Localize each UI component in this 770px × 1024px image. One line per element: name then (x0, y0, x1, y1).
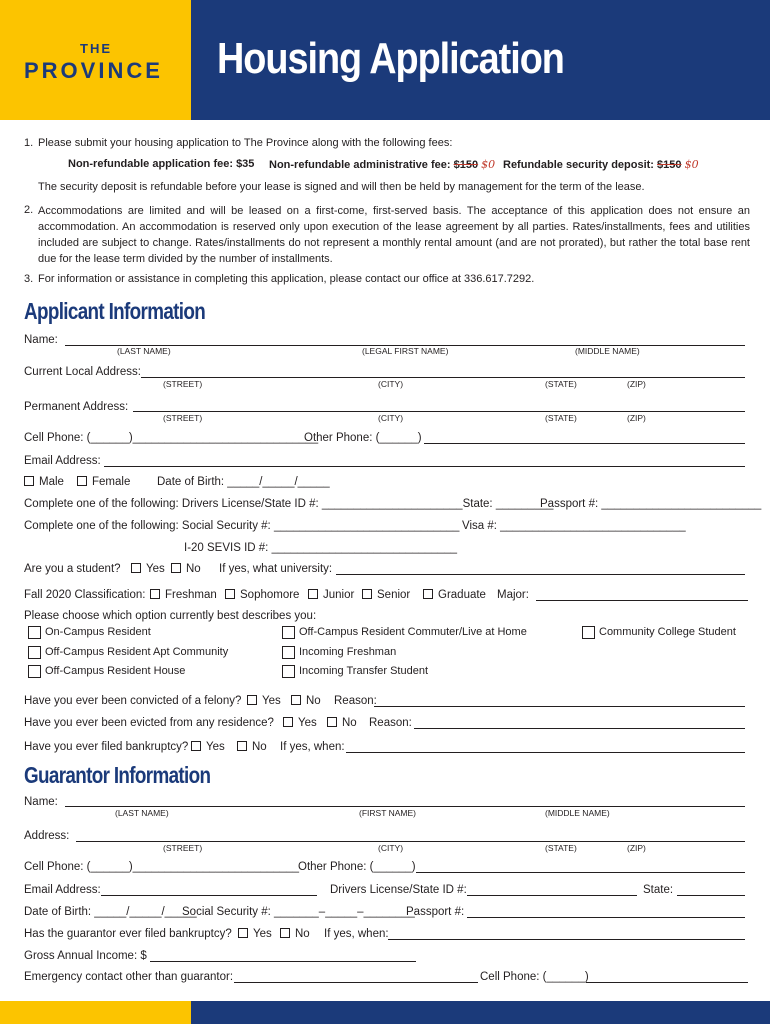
passport-field[interactable]: Passport #: _________________________ (540, 498, 762, 510)
evicted-label: Have you ever been evicted from any residence? (24, 717, 274, 729)
guarantor-passport-field[interactable] (467, 917, 745, 918)
visa-field[interactable]: Visa #: _____________________________ (462, 520, 686, 532)
fee-deposit-label: Refundable security deposit: (503, 159, 654, 171)
permanent-address-label: Permanent Address: (24, 401, 129, 413)
major-field[interactable] (536, 600, 748, 601)
no-label: No (342, 717, 357, 729)
guarantor-bankrupt-label: Has the guarantor ever filed bankruptcy? (24, 928, 232, 940)
fee-deposit (503, 158, 699, 171)
guarantor-bankrupt-no[interactable] (280, 928, 310, 940)
guarantor-email-label: Email Address: (24, 884, 101, 896)
evicted-reason-field[interactable] (414, 728, 745, 729)
option-checkbox[interactable] (282, 626, 295, 639)
guarantor-no-checkbox[interactable] (280, 928, 290, 938)
option-label: Incoming Freshman (299, 646, 397, 658)
street-caption: (STREET) (163, 413, 203, 423)
guarantor-address-label: Address: (24, 830, 70, 842)
middle-name-caption: (MIDDLE NAME) (575, 346, 640, 356)
yes-label: Yes (146, 563, 165, 575)
other-phone-label: Other Phone: (______) (304, 432, 422, 444)
other-phone-field[interactable] (424, 443, 745, 444)
state-caption: (STATE) (545, 413, 577, 423)
zip-caption: (ZIP) (627, 843, 646, 853)
instruction-3: For information or assistance in completing this application, please contact our office at 336.617.7292. (38, 273, 535, 285)
city-caption: (CITY) (378, 379, 404, 389)
zip-caption: (ZIP) (627, 413, 646, 423)
bankrupt-when-label: If yes, when: (280, 741, 345, 753)
logo-province: PROVINCE (24, 58, 163, 83)
felony-reason-label: Reason: (334, 695, 377, 707)
guarantor-state-label: State: (643, 884, 674, 896)
guarantor-dl-field[interactable] (467, 895, 637, 896)
guarantor-dob-field[interactable]: Date of Birth: _____/_____/_____ (24, 906, 197, 918)
yes-label: Yes (253, 928, 272, 940)
city-caption: (CITY) (378, 843, 404, 853)
felony-yes[interactable] (247, 695, 281, 707)
evicted-reason-label: Reason: (369, 717, 412, 729)
senior-label: Senior (377, 589, 411, 601)
student-label: Are you a student? (24, 563, 121, 575)
cell-phone-field[interactable]: Cell Phone: (______)_____________________________ (24, 432, 319, 444)
logo-the: THE (80, 41, 112, 56)
evicted-no-checkbox[interactable] (327, 717, 337, 727)
evicted-yes[interactable] (283, 717, 317, 729)
graduate-label: Graduate (438, 589, 486, 601)
guarantor-other-phone-label: Other Phone: (______) (298, 861, 416, 873)
fee-admin-new: $0 (481, 158, 496, 171)
guarantor-when-label: If yes, when: (324, 928, 389, 940)
option-prompt: Please choose which option currently best describes you: (24, 610, 317, 622)
page-title: Housing Application (217, 34, 564, 83)
guarantor-address-field[interactable] (76, 841, 745, 842)
dob-field[interactable]: Date of Birth: _____/_____/_____ (157, 476, 330, 488)
no-label: No (252, 741, 267, 753)
guarantor-passport-label: Passport #: (406, 906, 465, 918)
bankrupt-label: Have you ever filed bankruptcy? (24, 741, 189, 753)
class-graduate[interactable] (423, 589, 486, 601)
guarantor-yes-checkbox[interactable] (238, 928, 248, 938)
guarantor-name-field[interactable] (65, 806, 745, 807)
footer-navy-bar (191, 1001, 770, 1024)
major-label: Major: (497, 589, 529, 601)
evicted-yes-checkbox[interactable] (283, 717, 293, 727)
bankrupt-no[interactable] (237, 741, 267, 753)
classification-label: Fall 2020 Classification: (24, 589, 146, 601)
first-name-caption: (LEGAL FIRST NAME) (362, 346, 449, 356)
guarantor-other-phone-field[interactable] (416, 872, 745, 873)
bankrupt-yes-checkbox[interactable] (191, 741, 201, 751)
class-freshman[interactable] (150, 589, 217, 601)
sophomore-label: Sophomore (240, 589, 300, 601)
gender-female[interactable] (77, 476, 130, 488)
email-field[interactable] (104, 466, 745, 467)
freshman-checkbox[interactable] (150, 589, 160, 599)
last-name-caption: (LAST NAME) (115, 808, 169, 818)
item-number: 1. (24, 137, 34, 149)
student-yes[interactable] (131, 563, 165, 575)
guarantor-when-field[interactable] (388, 939, 745, 940)
student-no-checkbox[interactable] (171, 563, 181, 573)
permanent-address-field[interactable] (133, 411, 745, 412)
class-sophomore[interactable] (225, 589, 299, 601)
applicant-heading: Applicant Information (24, 298, 206, 324)
street-caption: (STREET) (163, 379, 203, 389)
no-label: No (295, 928, 310, 940)
option-label: Off-Campus Resident Apt Community (45, 646, 229, 658)
fee-deposit-old: $150 (657, 159, 682, 171)
sophomore-checkbox[interactable] (225, 589, 235, 599)
fee-admin (269, 158, 495, 171)
item-number: 2. (24, 204, 34, 216)
class-junior[interactable] (308, 589, 354, 601)
guarantor-email-field[interactable] (101, 895, 317, 896)
first-name-caption: (FIRST NAME) (359, 808, 416, 818)
middle-name-caption: (MIDDLE NAME) (545, 808, 610, 818)
fee-admin-old: $150 (453, 159, 479, 171)
bankrupt-when-field[interactable] (346, 752, 745, 753)
felony-no-checkbox[interactable] (291, 695, 301, 705)
class-senior[interactable] (362, 589, 410, 601)
university-label: If yes, what university: (219, 563, 333, 575)
guarantor-heading: Guarantor Information (24, 762, 211, 788)
graduate-checkbox[interactable] (423, 589, 433, 599)
female-label: Female (92, 476, 131, 488)
option-label: Off-Campus Resident House (45, 665, 186, 677)
freshman-label: Freshman (165, 589, 217, 601)
no-label: No (186, 563, 201, 575)
local-address-label: Current Local Address: (24, 366, 141, 378)
emergency-cell-field[interactable] (586, 982, 748, 983)
option-checkbox[interactable] (282, 646, 295, 659)
income-field[interactable] (150, 961, 416, 962)
guarantor-cell-field[interactable]: Cell Phone: (______)__________________________ (24, 861, 299, 873)
option-checkbox[interactable] (28, 626, 41, 639)
evicted-no[interactable] (327, 717, 357, 729)
email-label: Email Address: (24, 455, 101, 467)
felony-yes-checkbox[interactable] (247, 695, 257, 705)
option-label: Incoming Transfer Student (299, 665, 429, 677)
guarantor-state-field[interactable] (677, 895, 745, 896)
bankrupt-no-checkbox[interactable] (237, 741, 247, 751)
option-label: Off-Campus Resident Commuter/Live at Home (299, 626, 527, 638)
male-checkbox[interactable] (24, 476, 34, 486)
junior-label: Junior (323, 589, 355, 601)
yes-label: Yes (206, 741, 225, 753)
last-name-caption: (LAST NAME) (117, 346, 171, 356)
felony-no[interactable] (291, 695, 321, 707)
state-caption: (STATE) (545, 843, 577, 853)
item-number: 3. (24, 273, 34, 285)
felony-reason-field[interactable] (374, 706, 745, 707)
fee-application: Non-refundable application fee: $35 (68, 158, 255, 170)
ssn-field[interactable]: Complete one of the following: Social Security #: _____________________________ (24, 520, 460, 532)
option-checkbox[interactable] (582, 626, 595, 639)
name-label: Name: (24, 334, 58, 346)
footer-gold-bar (0, 1001, 191, 1024)
junior-checkbox[interactable] (308, 589, 318, 599)
yes-label: Yes (262, 695, 281, 707)
option-checkbox[interactable] (28, 646, 41, 659)
option-label: Community College Student (599, 626, 736, 638)
gender-male[interactable] (24, 476, 64, 488)
instruction-2: Accommodations are limited and will be leased on a first-come, first-served basis. The acceptance of this application does not ensure an accommodation. An accommodation is reserved only upon execution of the lease agreement by all parties. Rates/installments, fees and utilities included are subject to change. Rates/installments do not represent a monthly rental amount (and are not prorated), but rather the total base rent due for the lease term divided by the number of installments. (38, 205, 750, 265)
option-checkbox[interactable] (28, 665, 41, 678)
male-label: Male (39, 476, 64, 488)
guarantor-dl-label: Drivers License/State ID #: (330, 884, 467, 896)
guarantor-ssn-field[interactable]: Social Security #: _______–_____–________ (182, 906, 415, 918)
no-label: No (306, 695, 321, 707)
city-caption: (CITY) (378, 413, 404, 423)
student-yes-checkbox[interactable] (131, 563, 141, 573)
female-checkbox[interactable] (77, 476, 87, 486)
option-checkbox[interactable] (282, 665, 295, 678)
deposit-note: The security deposit is refundable before your lease is signed and will then be held by management for the term of the lease. (38, 181, 645, 193)
sevis-field[interactable]: I-20 SEVIS ID #: _____________________________ (184, 542, 458, 554)
guarantor-name-label: Name: (24, 796, 58, 808)
emergency-label: Emergency contact other than guarantor: (24, 971, 234, 983)
id-field[interactable]: Complete one of the following: Drivers License/State ID #: ______________________State: _________ (24, 498, 554, 510)
felony-label: Have you ever been convicted of a felony? (24, 695, 242, 707)
guarantor-bankrupt-yes[interactable] (238, 928, 272, 940)
yes-label: Yes (298, 717, 317, 729)
fee-admin-label: Non-refundable administrative fee: (269, 159, 451, 171)
emergency-field[interactable] (234, 982, 478, 983)
emergency-cell-label: Cell Phone: (______) (480, 971, 589, 983)
instruction-1: Please submit your housing application to The Province along with the following fees: (38, 137, 453, 149)
street-caption: (STREET) (163, 843, 203, 853)
senior-checkbox[interactable] (362, 589, 372, 599)
income-label: Gross Annual Income: $ (24, 950, 147, 962)
zip-caption: (ZIP) (627, 379, 646, 389)
state-caption: (STATE) (545, 379, 577, 389)
university-field[interactable] (336, 574, 745, 575)
fee-deposit-new: $0 (684, 158, 699, 171)
bankrupt-yes[interactable] (191, 741, 225, 753)
option-label: On-Campus Resident (45, 626, 151, 638)
student-no[interactable] (171, 563, 201, 575)
local-address-field[interactable] (141, 377, 745, 378)
